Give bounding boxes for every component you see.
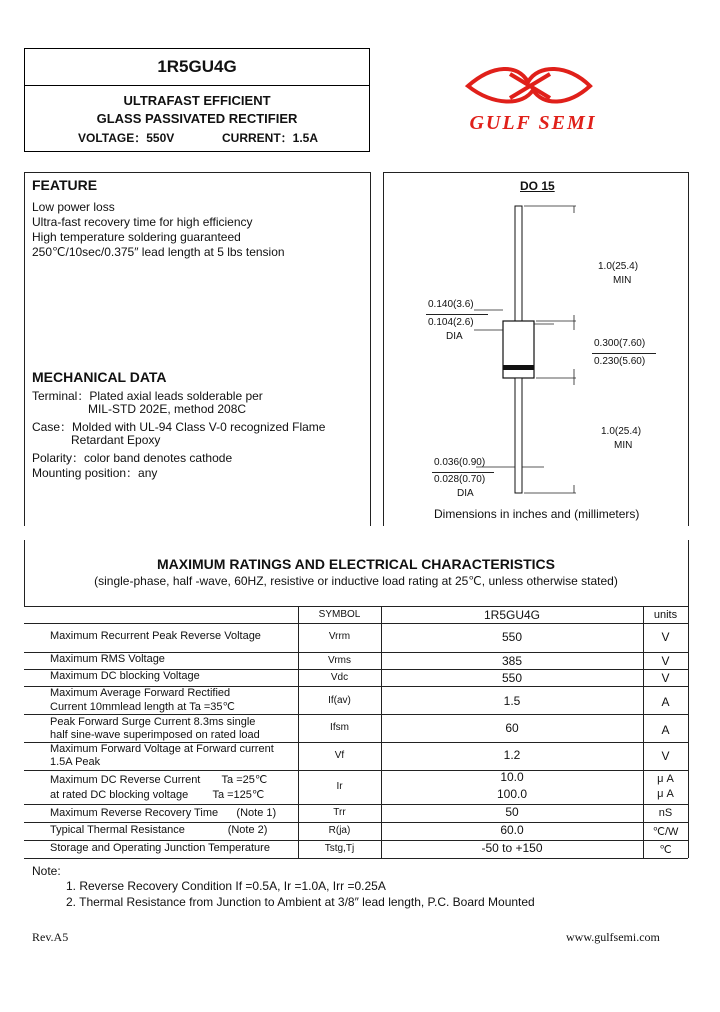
lead-dia-max: 0.036(0.90) [434,457,486,468]
row-param: Maximum DC Reverse Current Ta =25℃ [50,774,268,786]
website-url: www.gulfsemi.com [566,930,660,944]
body-dia-divider [426,314,488,315]
row-param: 1.5A Peak [50,756,101,768]
feature-title: FEATURE [32,177,98,193]
mechanical-title: MECHANICAL DATA [32,369,167,385]
row-value: 1.2 [503,748,521,762]
note-item: 2. Thermal Resistance from Junction to Ambient at 3/8″ lead length, P.C. Board Mounted [66,895,535,909]
table-top-line [24,606,688,607]
mechanical-line: Mounting position：any [32,466,158,480]
section-divider [370,172,371,526]
diagram-right-border [688,172,689,526]
row-unit: A [661,723,670,737]
row-unit: nS [658,807,673,819]
lead-dia-min: 0.028(0.70) [434,474,486,485]
row-unit: ℃ [659,844,672,856]
ratings-title: MAXIMUM RATINGS AND ELECTRICAL CHARACTERISTICS [157,556,555,572]
row-value: 385 [501,654,523,668]
ratings-left-border [24,540,25,606]
row-value: 60.0 [500,823,524,837]
row-symbol: Ir [336,781,343,792]
body-dia-max: 0.140(3.6) [428,299,474,310]
row-value: 550 [501,630,523,644]
row-symbol: Tstg,Tj [324,843,355,854]
mechanical-line: Polarity：color band denotes cathode [32,451,233,465]
lead-length-bottom-min: MIN [614,440,633,451]
row-param: half sine-wave superimposed on rated load [50,729,260,741]
table-col-sep [688,606,689,858]
row-unit: V [661,671,670,685]
gulf-semi-logo [458,62,608,142]
lead-dia-divider [432,472,494,473]
row-param: Maximum RMS Voltage [50,653,165,665]
body-dia-label: DIA [446,331,463,342]
row-value: 1.5 [503,694,521,708]
row-value: -50 to +150 [481,841,543,855]
section-left-border [24,172,25,526]
row-unit: V [661,630,670,644]
lead-length-bottom: 1.0(25.4) [601,426,642,437]
row-unit: μ A [657,788,674,800]
body-length-min: 0.230(5.60) [594,356,646,367]
feature-item: 250℃/10sec/0.375″ lead length at 5 lbs tension [32,245,285,259]
row-symbol: Vrms [328,655,351,666]
header-value: 1R5GU4G [483,608,541,622]
title-line2: GLASS PASSIVATED RECTIFIER [96,111,298,126]
row-param: Maximum Recurrent Peak Reverse Voltage [50,630,261,642]
header-symbol: SYMBOL [318,609,361,620]
voltage-rating: VOLTAGE：550V [78,131,175,145]
table-bottom-line [24,858,688,859]
row-value: 10.0 [500,770,524,784]
feature-item: Low power loss [32,200,115,214]
row-value: 50 [505,805,519,819]
current-rating: CURRENT：1.5A [222,131,319,145]
row-value: 100.0 [496,787,528,801]
row-param: Maximum DC blocking Voltage [50,670,200,682]
row-symbol: Vdc [330,672,349,683]
row-param: Peak Forward Surge Current 8.3ms single [50,716,256,728]
row-param: Storage and Operating Junction Temperature [50,842,270,854]
ratings-right-border [688,540,689,606]
row-symbol: Vf [334,750,345,761]
feature-item: Ultra-fast recovery time for high efficiency [32,215,253,229]
row-symbol: If(av) [328,695,351,706]
lead-length-top-min: MIN [613,275,632,286]
row-param: Typical Thermal Resistance (Note 2) [50,824,268,836]
title-line1: ULTRAFAST EFFICIENT [123,93,271,108]
table-header-line [24,623,688,624]
mechanical-line: Case：Molded with UL-94 Class V-0 recognized Flame [32,420,326,434]
body-dia-min: 0.104(2.6) [428,317,474,328]
row-param: Maximum Average Forward Rectified [50,687,231,699]
row-param: Maximum Forward Voltage at Forward current [50,743,274,755]
row-symbol: Ifsm [330,722,349,733]
row-unit: ℃/W [652,826,679,838]
lead-length-top: 1.0(25.4) [598,261,639,272]
row-symbol: R(ja) [328,825,351,836]
body-length-max: 0.300(7.60) [594,338,646,349]
dimension-caption: Dimensions in inches and (millimeters) [434,507,640,521]
table-row-line [24,714,688,715]
revision: Rev.A5 [32,930,69,944]
header-units: units [653,609,678,621]
mechanical-line: Retardant Epoxy [71,433,161,447]
logo-text: GULF SEMI [469,112,597,134]
row-param: at rated DC blocking voltage Ta =125℃ [50,789,265,801]
row-param: Maximum Reverse Recovery Time (Note 1) [50,807,277,819]
section-top-border [24,172,370,173]
row-unit: μ A [657,773,674,785]
feature-item: High temperature soldering guaranteed [32,230,241,244]
row-unit: V [661,749,670,763]
lead-dia-label: DIA [457,488,474,499]
notes-title: Note: [32,864,61,878]
mechanical-line: Terminal：Plated axial leads solderable per [32,389,263,403]
body-length-divider [592,353,656,354]
ratings-subtitle: (single-phase, half -wave, 60HZ, resistive or inductive load rating at 25℃, unless otherwise stated) [94,574,618,588]
row-symbol: Trr [333,807,346,818]
mechanical-line: MIL-STD 202E, method 208C [88,402,247,416]
row-param: Current 10mmlead length at Ta =35℃ [50,701,235,713]
row-value: 60 [505,721,519,735]
row-unit: A [661,695,670,709]
diagram-top-border [383,172,688,173]
row-unit: V [661,654,670,668]
package-label: DO 15 [520,179,555,193]
row-symbol: Vrrm [328,631,351,642]
row-value: 550 [501,671,523,685]
part-number: 1R5GU4G [157,57,237,76]
note-item: 1. Reverse Recovery Condition If =0.5A, Ir =1.0A, Irr =0.25A [66,879,386,893]
